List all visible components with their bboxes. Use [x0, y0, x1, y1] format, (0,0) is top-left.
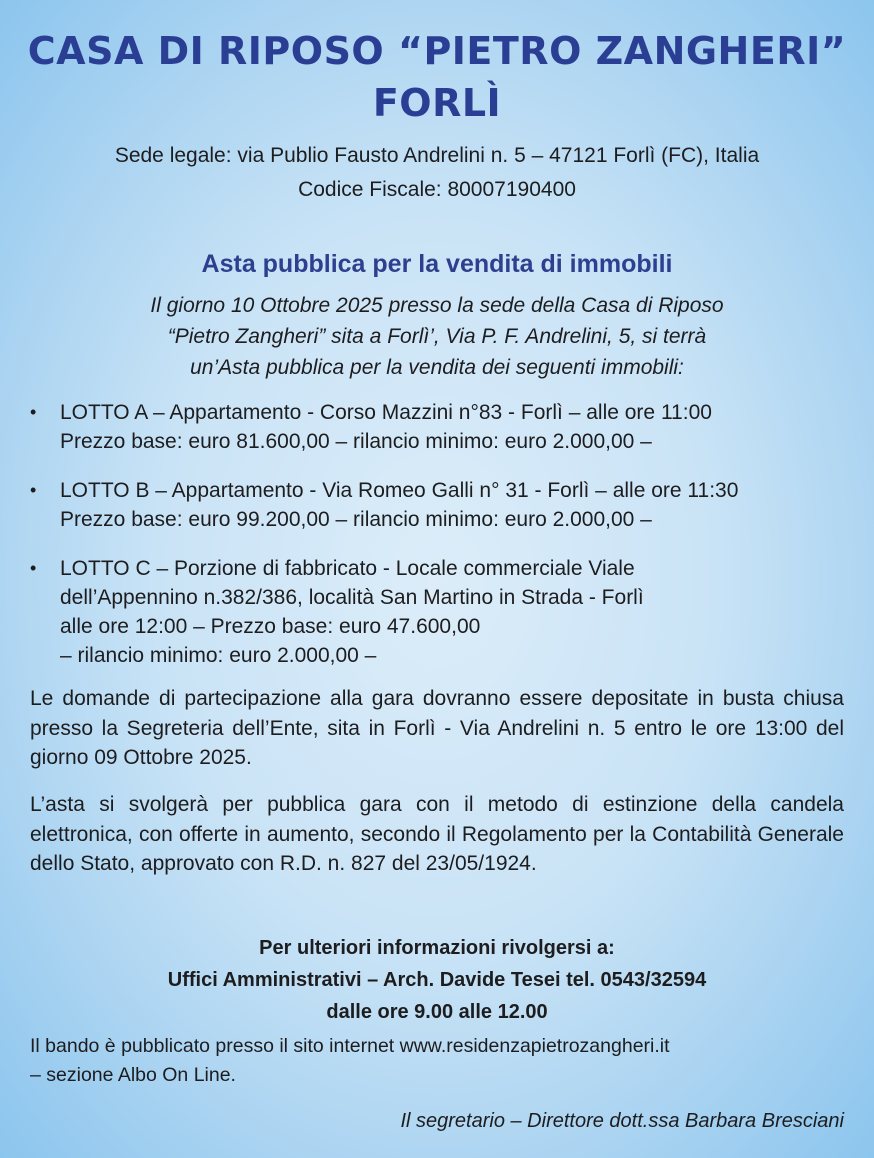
contact-line: dalle ore 9.00 alle 12.00: [326, 1001, 548, 1023]
bullet-icon: •: [30, 402, 37, 422]
intro-line: un’Asta pubblica per la vendita dei seguenti immobili:: [190, 356, 684, 379]
lot-line: LOTTO B – Appartamento - Via Romeo Galli n° 31 - Forlì – alle ore 11:30: [60, 479, 739, 502]
intro-line: “Pietro Zangheri” sita a Forlì’, Via P. F. Andrelini, 5, si terrà: [167, 325, 707, 348]
procedure-paragraph: L’asta si svolgerà per pubblica gara con il metodo di estinzione della candela elettronica, con offerte in aumento, secondo il Regolamento per la Contabilità Generale dello Stato, approvato con R.D. n. 827 del 23/05/1924.: [30, 793, 844, 875]
publication-note: [30, 1032, 844, 1090]
contact-info: [0, 932, 874, 1028]
bullet-icon: •: [30, 558, 37, 578]
lot-a: [30, 398, 844, 456]
lot-c: [30, 554, 844, 670]
publication-line: – sezione Albo On Line.: [30, 1064, 236, 1086]
bullet-icon: •: [30, 480, 37, 500]
lot-line: dell’Appennino n.382/386, località San Martino in Strada - Forlì: [60, 586, 644, 609]
lot-line: Prezzo base: euro 99.200,00 – rilancio minimo: euro 2.000,00 –: [60, 508, 652, 531]
legal-address: Sede legale: via Publio Fausto Andrelini n. 5 – 47121 Forlì (FC), Italia: [114, 144, 760, 167]
auction-intro: [0, 290, 874, 383]
lot-line: LOTTO A – Appartamento - Corso Mazzini n°83 - Forlì – alle ore 11:00: [60, 401, 712, 424]
institution-title: CASA DI RIPOSO “PIETRO ZANGHERI”: [27, 29, 847, 73]
contact-line: Uffici Amministrativi – Arch. Davide Tesei tel. 0543/32594: [167, 969, 707, 991]
lot-line: alle ore 12:00 – Prezzo base: euro 47.600,00: [60, 615, 481, 638]
lot-line: LOTTO C – Porzione di fabbricato - Locale commerciale Viale: [60, 557, 635, 580]
intro-line: Il giorno 10 Ottobre 2025 presso la sede della Casa di Riposo: [150, 294, 724, 317]
institution-city: FORLÌ: [372, 81, 502, 125]
auction-subtitle: Asta pubblica per la vendita di immobili: [201, 250, 673, 278]
lot-line: – rilancio minimo: euro 2.000,00 –: [60, 644, 377, 667]
lot-line: Prezzo base: euro 81.600,00 – rilancio minimo: euro 2.000,00 –: [60, 430, 652, 453]
publication-line: Il bando è pubblicato presso il sito internet www.residenzapietrozangheri.it: [30, 1035, 670, 1057]
lots-list: [30, 398, 844, 690]
lot-b: [30, 476, 844, 534]
signature: Il segretario – Direttore dott.ssa Barbara Bresciani: [400, 1110, 844, 1132]
contact-line: Per ulteriori informazioni rivolgersi a:: [259, 937, 615, 959]
submission-paragraph: Le domande di partecipazione alla gara dovranno essere depositate in busta chiusa presso la Segreteria dell’Ente, sita in Forlì - Via Andrelini n. 5 entro le ore 13:00 del giorno 09 Ottobre 2025.: [30, 687, 844, 769]
fiscal-code: Codice Fiscale: 80007190400: [298, 178, 576, 201]
